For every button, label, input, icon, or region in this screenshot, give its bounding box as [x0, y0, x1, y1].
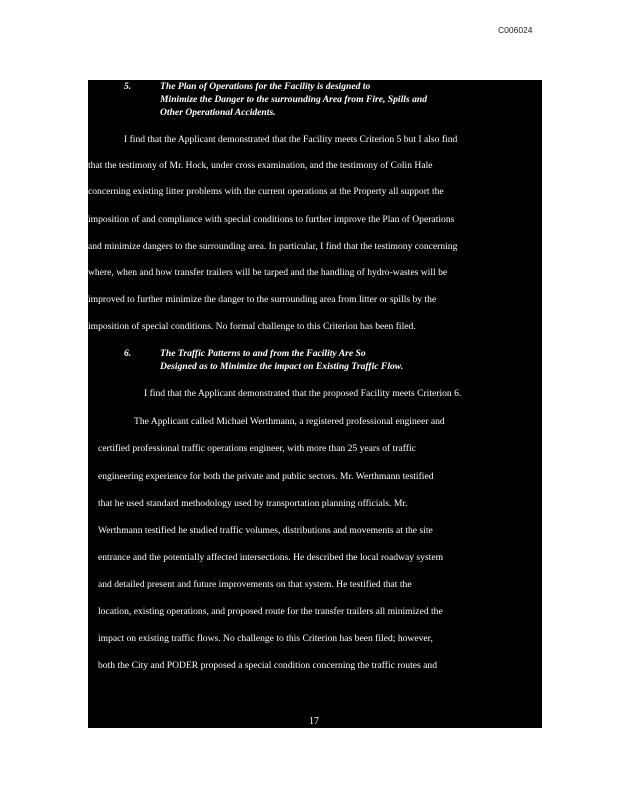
section-6-heading-line: The Traffic Patterns to and from the Facility Are So — [160, 348, 366, 359]
section-5-text-line: improved to further minimize the danger to the surrounding area from litter or spills by the — [88, 294, 437, 305]
section-6-text-line: certified professional traffic operations engineer, with more than 25 years of traffic — [98, 443, 416, 454]
section-6-text-line: engineering experience for both the private and public sectors. Mr. Werthmann testified — [98, 471, 434, 482]
section-5-heading-line: Other Operational Accidents. — [160, 107, 276, 118]
section-5-heading-line: The Plan of Operations for the Facility is designed to — [160, 81, 371, 92]
section-6-text-line: The Applicant called Michael Werthmann, a registered professional engineer and — [134, 416, 445, 427]
section-6-text-line: entrance and the potentially affected intersections. He described the local roadway system — [98, 552, 444, 563]
document-id: C006024 — [498, 25, 533, 35]
section-5-heading-line: Minimize the Danger to the surrounding Area from Fire, Spills and — [160, 94, 427, 105]
section-6-text-line: both the City and PODER proposed a special condition concerning the traffic routes and — [98, 660, 437, 671]
page-number: 17 — [309, 716, 319, 727]
section-6-text-line: impact on existing traffic flows. No challenge to this Criterion has been filed; however, — [98, 633, 433, 644]
section-5-text-line: where, when and how transfer trailers will be tarped and the handling of hydro-wastes will be — [88, 267, 448, 278]
section-5-text-line: that the testimony of Mr. Hock, under cross examination, and the testimony of Colin Hale — [88, 160, 433, 171]
section-6-heading-line: Designed as to Minimize the impact on Existing Traffic Flow. — [160, 361, 404, 372]
section-6-text-line: Werthmann testified he studied traffic volumes, distributions and movements at the site — [98, 525, 433, 536]
section-6-text-line: location, existing operations, and proposed route for the transfer trailers all minimized the — [98, 606, 443, 617]
section-5-text-line: I find that the Applicant demonstrated that the Facility meets Criterion 5 but I also find — [124, 134, 458, 145]
document-page — [88, 80, 542, 728]
section-5-text-line: imposition of and compliance with special conditions to further improve the Plan of Operations — [88, 214, 455, 225]
section-6-text-line: and detailed present and future improvements on that system. He testified that the — [98, 579, 412, 590]
section-5-text-line: and minimize dangers to the surrounding area. In particular, I find that the testimony concerning — [88, 241, 458, 252]
section-6-text-line: that he used standard methodology used by transportation planning officials. Mr. — [98, 498, 408, 509]
section-6-text-line: I find that the Applicant demonstrated that the proposed Facility meets Criterion 6. — [144, 388, 462, 399]
section-5-text-line: imposition of special conditions. No formal challenge to this Criterion has been filed. — [88, 321, 416, 332]
section-5-number: 5. — [124, 81, 132, 92]
section-5-text-line: concerning existing litter problems with the current operations at the Property all support the — [88, 186, 444, 197]
section-6-number: 6. — [124, 348, 132, 359]
